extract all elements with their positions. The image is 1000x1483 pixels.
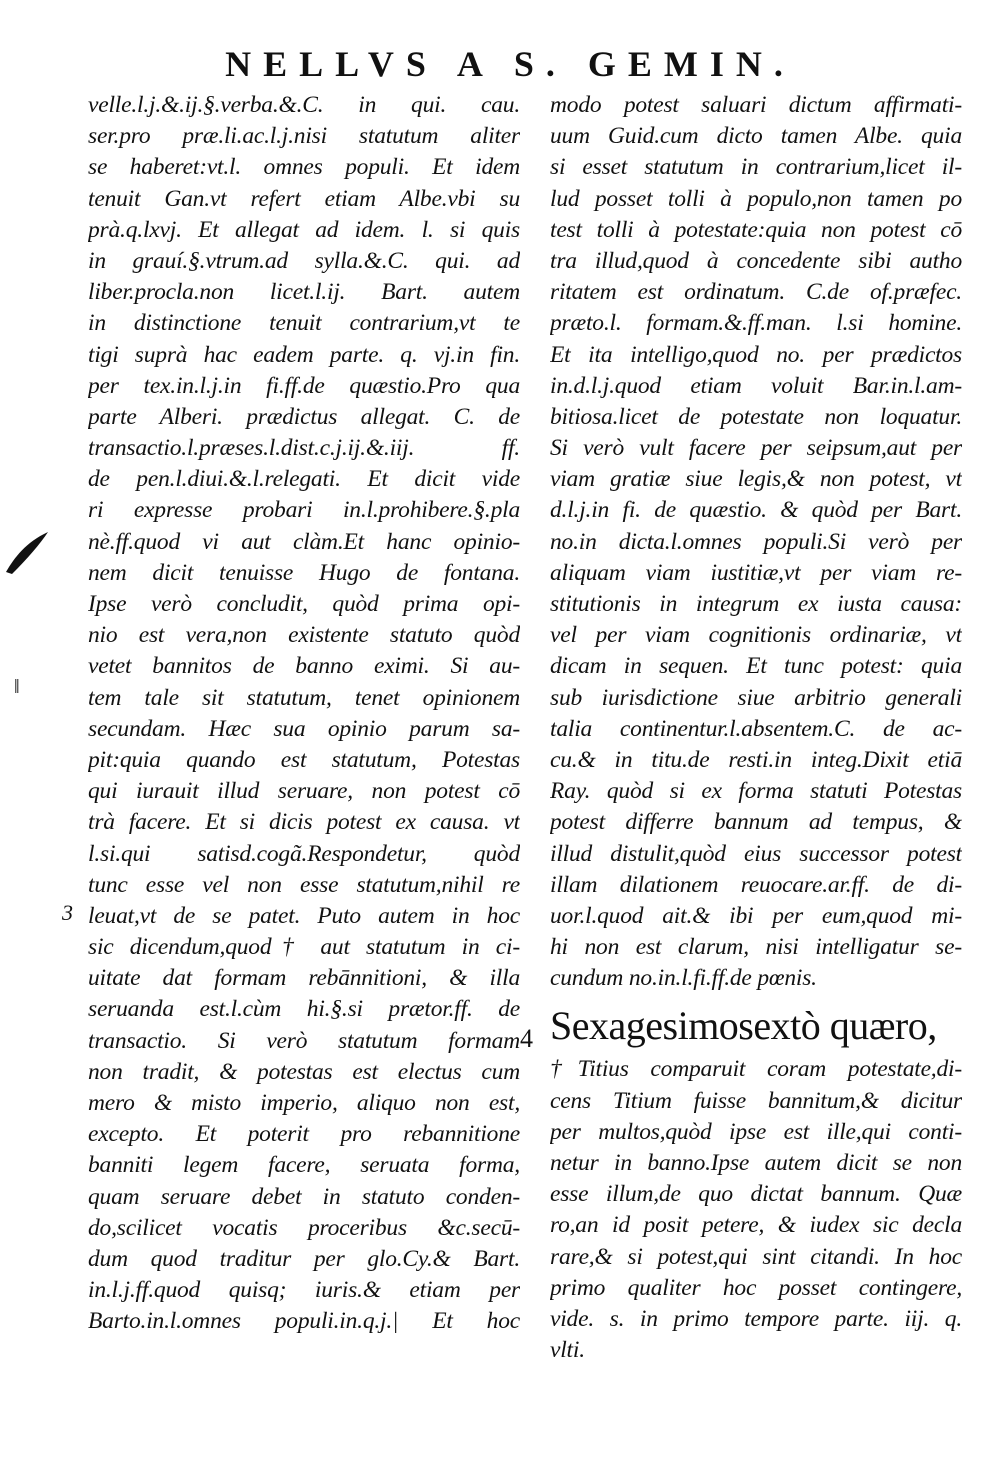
text-line: test tolli à potestate:quia non potest cō — [550, 216, 962, 243]
text-line: †Titius comparuit coram potestate,di- — [550, 1056, 962, 1083]
text-line: in.d.l.j.quod etiam voluit Bar.in.l.am- — [550, 372, 962, 399]
text-line: sic dicendum,quod† aut statutum in ci- — [88, 934, 520, 961]
text-line: dicam in sequen. Et tunc potest: quia — [550, 653, 962, 680]
text-line: nio est vera,non existente statuto quòd — [88, 622, 520, 649]
text-line: banniti legem facere, seruata forma, — [88, 1152, 520, 1179]
text-line: liber.procla.non licet.l.ij. Bart. autem — [88, 279, 520, 306]
text-line: do,scilicet vocatis proceribus &c.secū- — [88, 1214, 520, 1241]
text-line: netur in banno.Ipse autem dicit se non — [550, 1150, 962, 1176]
text-line: transactio.l.præses.l.dist.c.j.ij.&.iij. ff. — [88, 435, 520, 462]
text-line: ri expresse probari in.l.prohibere.§.pla — [88, 497, 520, 524]
text-line: rare,& si potest,qui sint citandi. In hoc — [550, 1243, 962, 1270]
text-line: in.l.j.ff.quod quisq; iuris.& etiam per — [88, 1277, 520, 1304]
text-line: illud distulit,quòd eius successor potest — [550, 840, 962, 867]
text-line: potest differre bannum ad tempus, & — [550, 809, 962, 836]
text-line: Ipse verò concludit, quòd prima opi- — [88, 591, 520, 617]
text-line: præto.l. formam.&.ff.man. l.si homine. — [550, 310, 962, 337]
text-line: hi non est clarum, nisi intelligatur se- — [550, 934, 962, 961]
text-line: tra illud,quod à concedente sibi autho — [550, 247, 962, 274]
text-line: velle.l.j.&.ij.§.verba.&.C. in qui. cau. — [88, 92, 520, 118]
text-line: si esset statutum in contrarium,licet il- — [550, 154, 962, 181]
text-line: se haberet:vt.l. omnes populi. Et idem — [88, 154, 520, 181]
text-line: ritatem est ordinatum. C.de of.præfec. — [550, 279, 962, 306]
text-line: tenuit Gan.vt refert etiam Albe.vbi su — [88, 185, 520, 212]
text-line: vlti. — [550, 1337, 585, 1364]
text-line: esse illum,de quo dictat bannum. Quæ — [550, 1181, 962, 1208]
text-line: illam dilationem reuocare.ar.ff. de di- — [550, 871, 962, 898]
text-line: transactio. Si verò statutum formam — [88, 1027, 520, 1054]
text-line: modo potest saluari dictum affirmati- — [550, 92, 962, 118]
text-line: secundam. Hæc sua opinio parum sa- — [88, 715, 520, 742]
text-line: prà.q.lxvj. Et allegat ad idem. l. si quis — [88, 216, 520, 243]
text-line: in grauí.§.vtrum.ad sylla.&.C. qui. ad — [88, 247, 520, 274]
text-line: ser.pro præ.li.ac.l.j.nisi statutum aliter — [88, 123, 520, 150]
text-line: cu.& in titu.de resti.in integ.Dixit etiā — [550, 746, 962, 773]
text-line: quam seruare debet in statuto conden- — [88, 1183, 520, 1210]
text-line: no.in dicta.l.omnes populi.Si verò per — [550, 528, 962, 555]
ink-stroke-mark — [4, 528, 50, 578]
text-line: bitiosa.licet de potestate non loquatur. — [550, 403, 962, 430]
text-line: non tradit, & potestas est electus cum — [88, 1058, 520, 1085]
text-line: qui iurauit illud seruare, non potest cō — [88, 778, 520, 805]
text-line: cundum no.in.l.fi.ff.de pœnis. — [550, 965, 817, 992]
left-column — [88, 90, 520, 1338]
text-line: cens Titium fuisse bannitum,& dicitur — [550, 1087, 962, 1114]
section-heading: Sexagesimosextò quæro, — [550, 1003, 937, 1049]
text-line: tem tale sit statutum, tenet opinionem — [88, 684, 520, 711]
text-line: viam gratiæ siue legis,& non potest, vt — [550, 466, 962, 493]
text-line: sub iurisdictione siue arbitrio generali — [550, 684, 962, 711]
text-line: stitutionis in integrum ex iusta causa: — [550, 591, 962, 617]
text-line: pit:quia quando est statutum, Potestas — [88, 746, 520, 773]
right-column — [550, 90, 962, 1366]
text-line: per multos,quòd ipse est ille,qui conti- — [550, 1118, 962, 1145]
text-line: vetet bannitos de banno eximi. Si au- — [88, 653, 520, 680]
text-line: aliquam viam iustitiæ,vt per viam re- — [550, 559, 962, 586]
text-line: trà facere. Et si dicis potest ex causa. vt — [88, 809, 520, 836]
right-column-top — [550, 90, 962, 994]
margin-number-right: 4 — [520, 1024, 533, 1053]
text-line: nem dicit tenuisse Hugo de fontana. — [88, 559, 520, 586]
text-line: seruanda est.l.cùm hi.§.si prætor.ff. de — [88, 996, 520, 1023]
text-line: tigi suprà hac eadem parte. q. vj.in fin. — [88, 341, 520, 368]
text-line: uitate dat formam rebānnitioni, & illa — [88, 965, 520, 992]
text-line: Ray. quòd si ex forma statuti Potestas — [550, 778, 962, 805]
text-line: excepto. Et poterit pro rebannitione — [88, 1121, 520, 1148]
text-line: mero & misto imperio, aliquo non est, — [88, 1090, 520, 1116]
text-line: nè.ff.quod vi aut clàm.Et hanc opinio- — [88, 528, 520, 555]
margin-number-left: 3 — [62, 900, 73, 925]
text-line: d.l.j.in fi. de quæstio. & quòd per Bart. — [550, 497, 962, 524]
text-line: vide. s. in primo tempore parte. iij. q. — [550, 1305, 962, 1332]
text-line: parte Alberi. prædictus allegat. C. de — [88, 403, 520, 430]
handwritten-margin-mark: ‖ — [14, 676, 20, 698]
text-line: talia continentur.l.absentem.C. de ac- — [550, 715, 962, 742]
right-column-bottom — [550, 1054, 962, 1366]
text-line: per tex.in.l.j.in fi.ff.de quæstio.Pro qua — [88, 372, 520, 399]
text-line: primo qualiter hoc posset contingere, — [550, 1274, 962, 1301]
text-line: uum Guid.cum dicto tamen Albe. quia — [550, 123, 962, 150]
text-line: vel per viam cognitionis ordinariæ, vt — [550, 622, 962, 649]
running-head: NELLVS A S. GEMIN. — [225, 44, 795, 84]
text-line: dum quod traditur per glo.Cy.& Bart. — [88, 1245, 520, 1272]
text-line: leuat,vt de se patet. Puto autem in hoc — [88, 902, 520, 929]
text-line: ro,an id posit petere, & iudex sic decla — [550, 1212, 962, 1239]
text-line: de pen.l.diui.&.l.relegati. Et dicit vide — [88, 466, 520, 493]
text-line: l.si.qui satisd.cogã.Respondetur, quòd — [88, 840, 520, 867]
text-line: uor.l.quod ait.& ibi per eum,quod mi- — [550, 902, 962, 929]
text-line: tunc esse vel non esse statutum,nihil re — [88, 871, 520, 898]
text-line: in distinctione tenuit contrarium,vt te — [88, 310, 520, 337]
text-line: Et ita intelligo,quod no. per prædictos — [550, 341, 962, 368]
text-line: Barto.in.l.omnes populi.in.q.j.| Et hoc — [88, 1308, 520, 1335]
text-line: Si verò vult facere per seipsum,aut per — [550, 435, 962, 462]
text-line: lud posset tolli à populo,non tamen po — [550, 185, 962, 212]
